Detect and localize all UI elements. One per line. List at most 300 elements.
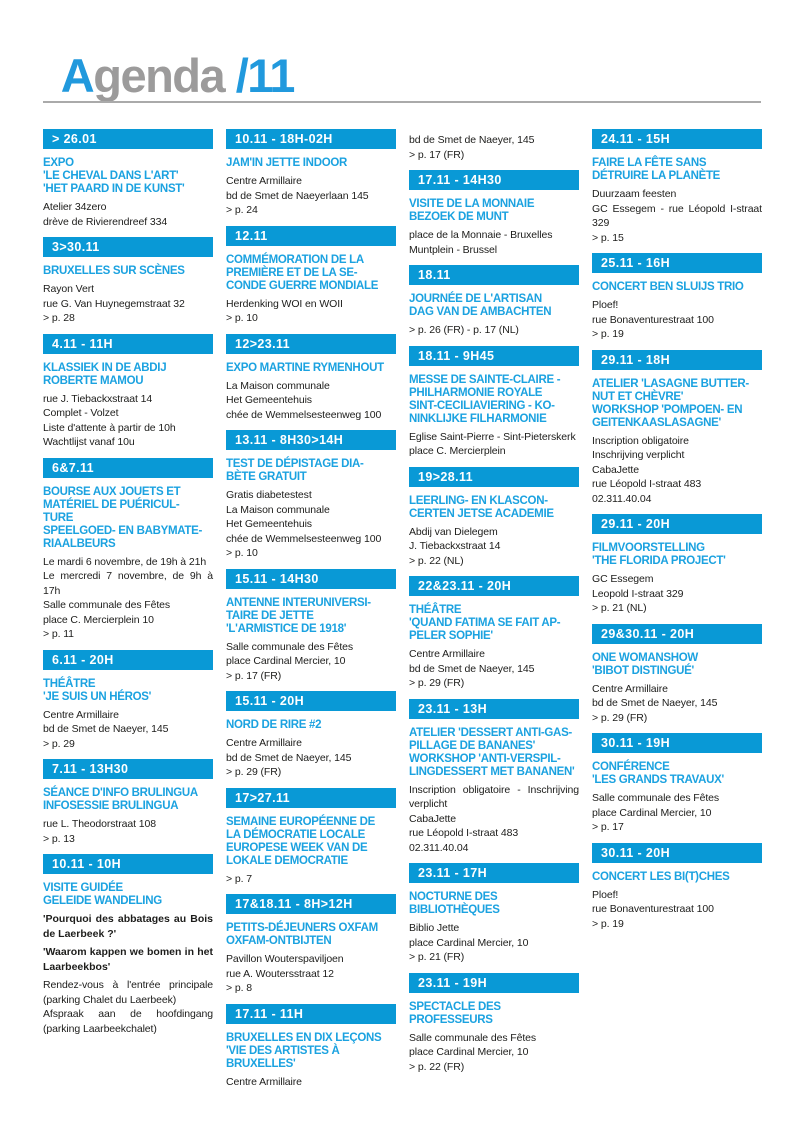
event-title-line: 'LES GRANDS TRAVAUX' — [592, 774, 724, 786]
event-detail-line: rue A. Woutersstraat 12 — [226, 967, 334, 980]
event-item — [226, 334, 396, 423]
event-title-line: SPEELGOED- EN BABYMATE- — [43, 524, 203, 537]
title-issue-number: /11 — [235, 49, 294, 102]
event-detail-line: rue G. Van Huynegemstraat 32 — [43, 297, 185, 310]
event-title — [409, 293, 579, 319]
event-detail-line: chée de Wemmelsesteenweg 100 — [226, 408, 382, 421]
event-title-line: ATELIER 'DESSERT ANTI-GAS- — [409, 726, 572, 739]
event-title-line: LEERLING- EN KLASCON- — [409, 494, 548, 507]
event-details — [43, 817, 213, 846]
event-detail-line: place de la Monnaie - Bruxelles — [409, 229, 553, 241]
event-detail-line: Centre Armillaire — [43, 708, 119, 721]
event-detail-line: place Cardinal Mercier, 10 — [226, 655, 346, 667]
event-detail-line: > p. 17 (FR) — [226, 669, 282, 682]
event-detail-line: > p. 13 — [43, 832, 75, 845]
event-title-line: BRUXELLES EN DIX LEÇONS — [226, 1031, 382, 1044]
event-title — [43, 157, 213, 196]
event-date-bar: 29.11 - 18H — [592, 350, 762, 370]
event-details — [43, 555, 213, 642]
event-title-line: ONE WOMANSHOW — [592, 651, 698, 664]
event-title-line: ATELIER 'LASAGNE BUTTER- — [592, 377, 749, 390]
event-title — [226, 254, 396, 293]
event-title — [592, 652, 762, 678]
event-detail-line: Biblio Jette — [409, 922, 460, 934]
event-title-line: PHILHARMONIE ROYALE — [409, 386, 543, 399]
event-detail-line: Ploef! — [592, 299, 619, 311]
event-title-line: 'LE CHEVAL DANS L'ART' — [43, 170, 179, 182]
event-bold-text: 'Pourquoi des abbatages au Bois de Laerbeek ?' — [43, 913, 213, 940]
event-title-line: ANTENNE INTERUNIVERSI- — [226, 596, 371, 609]
event-title-line: BEZOEK DE MUNT — [409, 211, 509, 223]
event-details — [592, 572, 762, 616]
event-item — [43, 458, 213, 642]
event-details — [226, 872, 396, 887]
event-details — [226, 379, 396, 423]
event-title-line: KLASSIEK IN DE ABDIJ — [43, 361, 167, 374]
event-date-bar: 12>23.11 — [226, 334, 396, 354]
event-detail-line: > p. 19 — [592, 328, 624, 340]
event-date-bar: 10.11 - 18H-02H — [226, 129, 396, 149]
event-detail-line: > p. 10 — [226, 312, 258, 324]
event-title — [226, 1032, 396, 1071]
event-title — [409, 495, 579, 521]
event-detail-line: Wachtlijst vanaf 10u — [43, 436, 135, 448]
page-title — [43, 34, 294, 117]
event-detail-line: Afspraak aan de hoofdingang (parking Laarbeekchalet) — [43, 1008, 213, 1035]
event-title — [226, 922, 396, 948]
event-detail-line: rue J. Tiebackxstraat 14 — [43, 392, 153, 405]
event-date-bar: 23.11 - 17H — [409, 863, 579, 883]
event-detail-line: rue Léopold I-straat 483 — [409, 827, 519, 839]
event-detail-line: Muntplein - Brussel — [409, 243, 497, 256]
event-item — [409, 467, 579, 569]
event-bold-text: 'Waarom kappen we bomen in het Laarbeekbos' — [43, 946, 213, 973]
event-item — [43, 759, 213, 846]
event-detail-line: Inscription obligatoire — [592, 434, 689, 447]
event-title — [226, 458, 396, 484]
event-detail-line: Inschrijving verplicht — [592, 449, 685, 461]
event-details — [592, 791, 762, 835]
event-title-line: DAG VAN DE AMBACHTEN — [409, 306, 552, 318]
title-word-genda: genda — [93, 49, 236, 102]
event-title-line: MESSE DE SAINTE-CLAIRE - — [409, 373, 561, 386]
event-detail-line: Het Gemeentehuis — [226, 518, 312, 530]
event-detail-line: Duurzaam feesten — [592, 188, 677, 200]
event-title — [592, 761, 762, 787]
event-detail-line: > p. 29 — [43, 737, 75, 750]
event-title-line: THÉÂTRE — [43, 677, 96, 690]
event-date-bar: 17&18.11 - 8H>12H — [226, 894, 396, 914]
event-title-line: GELEIDE WANDELING — [43, 895, 162, 907]
event-title-line: SINT-CECILIAVIERING - KO- — [409, 399, 555, 412]
event-detail-line: > p. 28 — [43, 312, 75, 324]
event-title — [592, 871, 762, 884]
event-title-line: CONCERT LES BI(T)CHES — [592, 870, 730, 883]
event-detail-line: CabaJette — [592, 463, 639, 476]
event-detail-line: CabaJette — [409, 812, 456, 825]
event-title-line: PILLAGE DE BANANES' — [409, 739, 536, 752]
event-item — [226, 1004, 396, 1090]
event-detail-line: rue Bonaventurestraat 100 — [592, 313, 714, 326]
event-item — [226, 788, 396, 887]
event-date-bar: 29.11 - 20H — [592, 514, 762, 534]
event-title-line: PREMIÈRE ET DE LA SE- — [226, 266, 358, 279]
event-details — [43, 392, 213, 450]
event-title-line: DÉTRUIRE LA PLANÈTE — [592, 170, 721, 182]
event-details — [226, 174, 396, 218]
agenda-column — [226, 129, 396, 1097]
event-title-line: 'THE FLORIDA PROJECT' — [592, 555, 726, 567]
event-detail-line: Atelier 34zero — [43, 201, 107, 213]
event-details — [43, 282, 213, 326]
event-detail-line: J. Tiebackxstraat 14 — [409, 540, 501, 552]
event-title — [226, 157, 396, 170]
event-details — [409, 921, 579, 965]
event-detail-line: > p. 10 — [226, 547, 258, 559]
event-detail-line: Leopold I-straat 329 — [592, 587, 684, 600]
event-date-bar: 13.11 - 8H30>14H — [226, 430, 396, 450]
event-title-line: MATÉRIEL DE PUÉRICUL- — [43, 498, 180, 511]
event-details — [226, 952, 396, 996]
event-detail-line: Centre Armillaire — [409, 648, 485, 660]
event-title-line: NOCTURNE DES — [409, 891, 498, 903]
header-divider — [43, 101, 761, 103]
event-item — [592, 350, 762, 507]
event-details — [43, 200, 213, 229]
event-title — [409, 891, 579, 917]
event-title — [43, 486, 213, 551]
event-details — [592, 888, 762, 932]
event-title-line: TURE — [43, 511, 74, 524]
event-title-line: BÈTE GRATUIT — [226, 471, 307, 483]
event-title-line: ROBERTE MAMOU — [43, 374, 144, 387]
event-date-bar: 17.11 - 14H30 — [409, 170, 579, 190]
event-detail-line: > p. 21 (FR) — [409, 951, 465, 963]
event-details — [409, 323, 579, 338]
event-detail-line: Herdenking WOI en WOII — [226, 297, 343, 310]
event-title-line: GEITENKAASLASAGNE' — [592, 416, 721, 429]
event-date-bar: 17>27.11 — [226, 788, 396, 808]
event-item — [226, 129, 396, 218]
event-date-bar: 30.11 - 19H — [592, 733, 762, 753]
event-title — [409, 727, 579, 779]
event-date-bar: 22&23.11 - 20H — [409, 576, 579, 596]
event-details — [226, 640, 396, 684]
event-date-bar: 3>30.11 — [43, 237, 213, 257]
event-date-bar: > 26.01 — [43, 129, 213, 149]
event-detail-line: > p. 8 — [226, 982, 252, 994]
event-details — [226, 736, 396, 780]
event-detail-line: Complet - Volzet — [43, 407, 119, 419]
event-date-bar: 7.11 - 13H30 — [43, 759, 213, 779]
event-details — [409, 1031, 579, 1075]
event-title-line: NORD DE RIRE #2 — [226, 719, 322, 731]
event-detail-line: Salle communale des Fêtes — [592, 792, 720, 804]
event-item — [409, 265, 579, 338]
event-date-bar: 25.11 - 16H — [592, 253, 762, 273]
event-detail-line: > p. 21 (NL) — [592, 602, 647, 614]
event-title-line: EXPO MARTINE RYMENHOUT — [226, 361, 384, 374]
event-item — [226, 430, 396, 561]
event-title-line: 'L'ARMISTICE DE 1918' — [226, 622, 347, 635]
event-title — [43, 787, 213, 813]
event-title — [226, 816, 396, 868]
event-title-line: BRUXELLES' — [226, 1057, 296, 1070]
event-details — [592, 682, 762, 726]
event-detail-line: place Cardinal Mercier, 10 — [409, 1046, 529, 1058]
event-title-line: TAIRE DE JETTE — [226, 609, 314, 622]
event-title — [43, 265, 213, 278]
event-item — [409, 973, 579, 1075]
event-title-line: CERTEN JETSE ACADEMIE — [409, 507, 554, 520]
event-date-bar: 17.11 - 11H — [226, 1004, 396, 1024]
event-detail-line: place Cardinal Mercier, 10 — [409, 936, 529, 949]
event-detail-line: > p. 29 (FR) — [592, 711, 648, 724]
event-title-line: 'QUAND FATIMA SE FAIT AP- — [409, 617, 561, 629]
event-date-bar: 18.11 — [409, 265, 579, 285]
event-title-line: SÉANCE D'INFO BRULINGUA — [43, 787, 198, 799]
event-title-line: LINGDESSERT MET BANANEN' — [409, 765, 575, 778]
event-title-line: CONFÉRENCE — [592, 761, 670, 773]
event-date-bar: 12.11 — [226, 226, 396, 246]
event-detail-line: La Maison communale — [226, 379, 330, 392]
event-date-bar: 19>28.11 — [409, 467, 579, 487]
event-detail-line: Salle communale des Fêtes — [409, 1031, 537, 1044]
event-title-line: WORKSHOP 'ANTI-VERSPIL- — [409, 752, 561, 765]
event-title-line: INFOSESSIE BRULINGUA — [43, 800, 179, 812]
event-details — [409, 647, 579, 691]
event-detail-line: > p. 19 — [592, 917, 624, 930]
event-title-line: EXPO — [43, 157, 74, 169]
event-detail-line: > p. 26 (FR) - p. 17 (NL) — [409, 324, 519, 336]
event-detail-line: Centre Armillaire — [226, 1075, 302, 1088]
event-date-bar: 30.11 - 20H — [592, 843, 762, 863]
event-detail-line: bd de Smet de Naeyer, 145 — [409, 662, 535, 675]
event-detail-line: rue L. Theodorstraat 108 — [43, 818, 156, 830]
event-item — [592, 253, 762, 342]
event-details — [592, 434, 762, 507]
event-title-line: BOURSE AUX JOUETS ET — [43, 485, 181, 498]
event-details — [592, 187, 762, 245]
event-date-bar: 4.11 - 11H — [43, 334, 213, 354]
event-detail-line: rue Léopold I-straat 483 — [592, 478, 702, 490]
event-details — [226, 1075, 396, 1090]
event-title — [592, 542, 762, 568]
event-item — [409, 863, 579, 965]
event-detail-line: Le mardi 6 novembre, de 19h à 21h — [43, 555, 207, 568]
event-title — [592, 378, 762, 430]
event-title-line: 'VIE DES ARTISTES À — [226, 1044, 340, 1057]
event-title-line: BIBLIOTHÈQUES — [409, 904, 500, 916]
event-detail-line: Rendez-vous à l'entrée principale (parking Chalet du Laerbeek) — [43, 979, 213, 1006]
event-detail-line: place C. Mercierplein — [409, 445, 506, 457]
event-title — [43, 362, 213, 388]
event-detail-line: > p. 29 (FR) — [409, 677, 465, 689]
event-detail-line: > p. 7 — [226, 872, 252, 885]
event-detail-line: bd de Smet de Naeyer, 145 — [592, 697, 718, 709]
event-date-bar: 29&30.11 - 20H — [592, 624, 762, 644]
event-item — [592, 624, 762, 726]
event-item — [409, 699, 579, 856]
event-detail-line: Centre Armillaire — [592, 682, 668, 695]
event-details — [592, 298, 762, 342]
event-item — [43, 650, 213, 752]
event-date-bar: 18.11 - 9H45 — [409, 346, 579, 366]
event-title-line: PROFESSEURS — [409, 1013, 493, 1026]
event-detail-line: Ploef! — [592, 888, 619, 901]
event-detail-line: > p. 17 — [592, 821, 624, 833]
event-date-bar: 6&7.11 — [43, 458, 213, 478]
event-title-line: VISITE DE LA MONNAIE — [409, 198, 535, 210]
event-title-line: SEMAINE EUROPÉENNE DE — [226, 815, 375, 828]
event-title-line: EUROPESE WEEK VAN DE — [226, 841, 368, 854]
event-detail-line: > p. 24 — [226, 204, 258, 216]
event-title — [226, 719, 396, 732]
event-title-line: LA DÉMOCRATIE LOCALE — [226, 828, 366, 841]
event-title-line: FILMVOORSTELLING — [592, 542, 705, 554]
event-item — [43, 237, 213, 326]
event-detail-line: La Maison communale — [226, 503, 330, 516]
event-detail-line: > p. 22 (FR) — [409, 1060, 465, 1073]
event-detail-line: bd de Smet de Naeyer, 145 — [43, 723, 169, 735]
event-details — [43, 708, 213, 752]
event-detail-line: Abdij van Dielegem — [409, 525, 498, 538]
event-detail-line: > p. 15 — [592, 231, 624, 244]
event-detail-line: bd de Smet de Naeyer, 145 — [226, 751, 352, 764]
event-title-line: COMMÉMORATION DE LA — [226, 253, 364, 266]
event-details — [409, 430, 579, 459]
event-detail-line: Liste d'attente à partir de 10h — [43, 421, 176, 434]
event-item — [43, 129, 213, 229]
event-title — [43, 678, 213, 704]
event-title — [226, 362, 396, 375]
event-title-line: PELER SOPHIE' — [409, 630, 493, 642]
event-detail-line: bd de Smet de Naeyer, 145 — [409, 134, 535, 146]
event-detail-line: Centre Armillaire — [226, 175, 302, 187]
agenda-columns — [43, 129, 762, 1097]
event-title-line: RIAALBEURS — [43, 537, 116, 550]
event-item — [409, 576, 579, 691]
event-detail-line: rue Bonaventurestraat 100 — [592, 903, 714, 915]
event-title — [409, 198, 579, 224]
event-details — [409, 525, 579, 569]
event-details — [409, 133, 579, 162]
event-detail-line: Centre Armillaire — [226, 737, 302, 749]
event-date-bar: 23.11 - 19H — [409, 973, 579, 993]
event-details — [226, 488, 396, 561]
event-item — [409, 170, 579, 257]
event-title-line: THÉÂTRE — [409, 604, 462, 616]
event-title — [226, 597, 396, 636]
event-detail-line: place Cardinal Mercier, 10 — [592, 806, 712, 819]
event-item — [592, 514, 762, 616]
event-date-bar: 24.11 - 15H — [592, 129, 762, 149]
event-title-line: LOKALE DEMOCRATIE — [226, 854, 348, 867]
event-title-line: OXFAM-ONTBIJTEN — [226, 935, 332, 947]
event-title-line: JAM'IN JETTE INDOOR — [226, 157, 347, 169]
event-detail-line: > p. 11 — [43, 628, 74, 640]
event-details — [409, 228, 579, 257]
event-title — [592, 281, 762, 294]
event-title-line: WORKSHOP 'POMPOEN- EN — [592, 403, 743, 416]
event-title-line: FAIRE LA FÊTE SANS — [592, 157, 707, 169]
event-title — [409, 604, 579, 643]
event-item — [409, 133, 579, 162]
event-detail-line: GC Essegem — [592, 573, 654, 585]
agenda-column — [592, 129, 762, 1097]
event-date-bar: 15.11 - 20H — [226, 691, 396, 711]
event-detail-line: bd de Smet de Naeyerlaan 145 — [226, 189, 369, 202]
event-title-line: 'HET PAARD IN DE KUNST' — [43, 183, 185, 195]
event-detail-line: Salle communale des Fêtes — [43, 599, 171, 611]
event-detail-line: Salle communale des Fêtes — [226, 640, 354, 653]
event-title-line: JOURNÉE DE L'ARTISAN — [409, 293, 542, 305]
event-date-bar: 10.11 - 10H — [43, 854, 213, 874]
event-item — [592, 733, 762, 835]
event-title-line: 'JE SUIS UN HÉROS' — [43, 690, 152, 703]
event-detail-line: 02.311.40.04 — [592, 492, 652, 505]
event-detail-line: Gratis diabetestest — [226, 489, 312, 501]
event-details — [226, 297, 396, 326]
agenda-column — [43, 129, 213, 1097]
event-title-line: SPECTACLE DES — [409, 1000, 501, 1013]
event-details — [43, 978, 213, 1036]
event-title — [592, 157, 762, 183]
event-item — [409, 346, 579, 459]
event-title — [409, 374, 579, 426]
event-item — [226, 569, 396, 684]
event-detail-line: Het Gemeentehuis — [226, 394, 312, 406]
event-details — [409, 783, 579, 856]
event-title-line: VISITE GUIDÉE — [43, 882, 123, 894]
event-detail-line: Le mercredi 7 novembre, de 9h à 17h — [43, 570, 213, 597]
event-title-line: TEST DE DÉPISTAGE DIA- — [226, 458, 364, 470]
event-item — [226, 226, 396, 326]
event-item — [592, 843, 762, 932]
event-detail-line: Pavillon Wouterspaviljoen — [226, 953, 344, 965]
event-item — [43, 334, 213, 450]
event-date-bar: 6.11 - 20H — [43, 650, 213, 670]
event-title-line: CONDE GUERRE MONDIALE — [226, 279, 379, 292]
event-title-line: NINKLIJKE FILHARMONIE — [409, 412, 547, 425]
event-date-bar: 23.11 - 13H — [409, 699, 579, 719]
event-title-line: BRUXELLES SUR SCÈNES — [43, 265, 185, 277]
event-item — [592, 129, 762, 245]
event-date-bar: 15.11 - 14H30 — [226, 569, 396, 589]
title-letter-a: A — [60, 49, 94, 102]
agenda-column — [409, 129, 579, 1097]
event-title-line: NUT ET CHÈVRE' — [592, 390, 684, 403]
event-title — [409, 1001, 579, 1027]
event-detail-line: > p. 22 (NL) — [409, 554, 464, 567]
event-detail-line: drève de Rivierendreef 334 — [43, 215, 168, 228]
event-detail-line: 02.311.40.04 — [409, 841, 469, 854]
event-title-line: PETITS-DÉJEUNERS OXFAM — [226, 922, 378, 934]
event-detail-line: place C. Mercierplein 10 — [43, 613, 154, 626]
event-detail-line: > p. 29 (FR) — [226, 766, 282, 778]
event-title — [43, 882, 213, 908]
event-detail-line: chée de Wemmelsesteenweg 100 — [226, 532, 382, 545]
event-title-line: 'BIBOT DISTINGUÉ' — [592, 664, 694, 677]
event-item — [226, 691, 396, 780]
event-item — [226, 894, 396, 996]
event-title-line: CONCERT BEN SLUIJS TRIO — [592, 281, 744, 293]
event-detail-line: Eglise Saint-Pierre - Sint-Pieterskerk — [409, 430, 576, 443]
event-detail-line: > p. 17 (FR) — [409, 148, 465, 161]
event-detail-line: GC Essegem - rue Léopold I-straat 329 — [592, 202, 762, 229]
event-item — [43, 854, 213, 1036]
event-detail-line: Inscription obligatoire - Inschrijving verplicht — [409, 783, 579, 810]
